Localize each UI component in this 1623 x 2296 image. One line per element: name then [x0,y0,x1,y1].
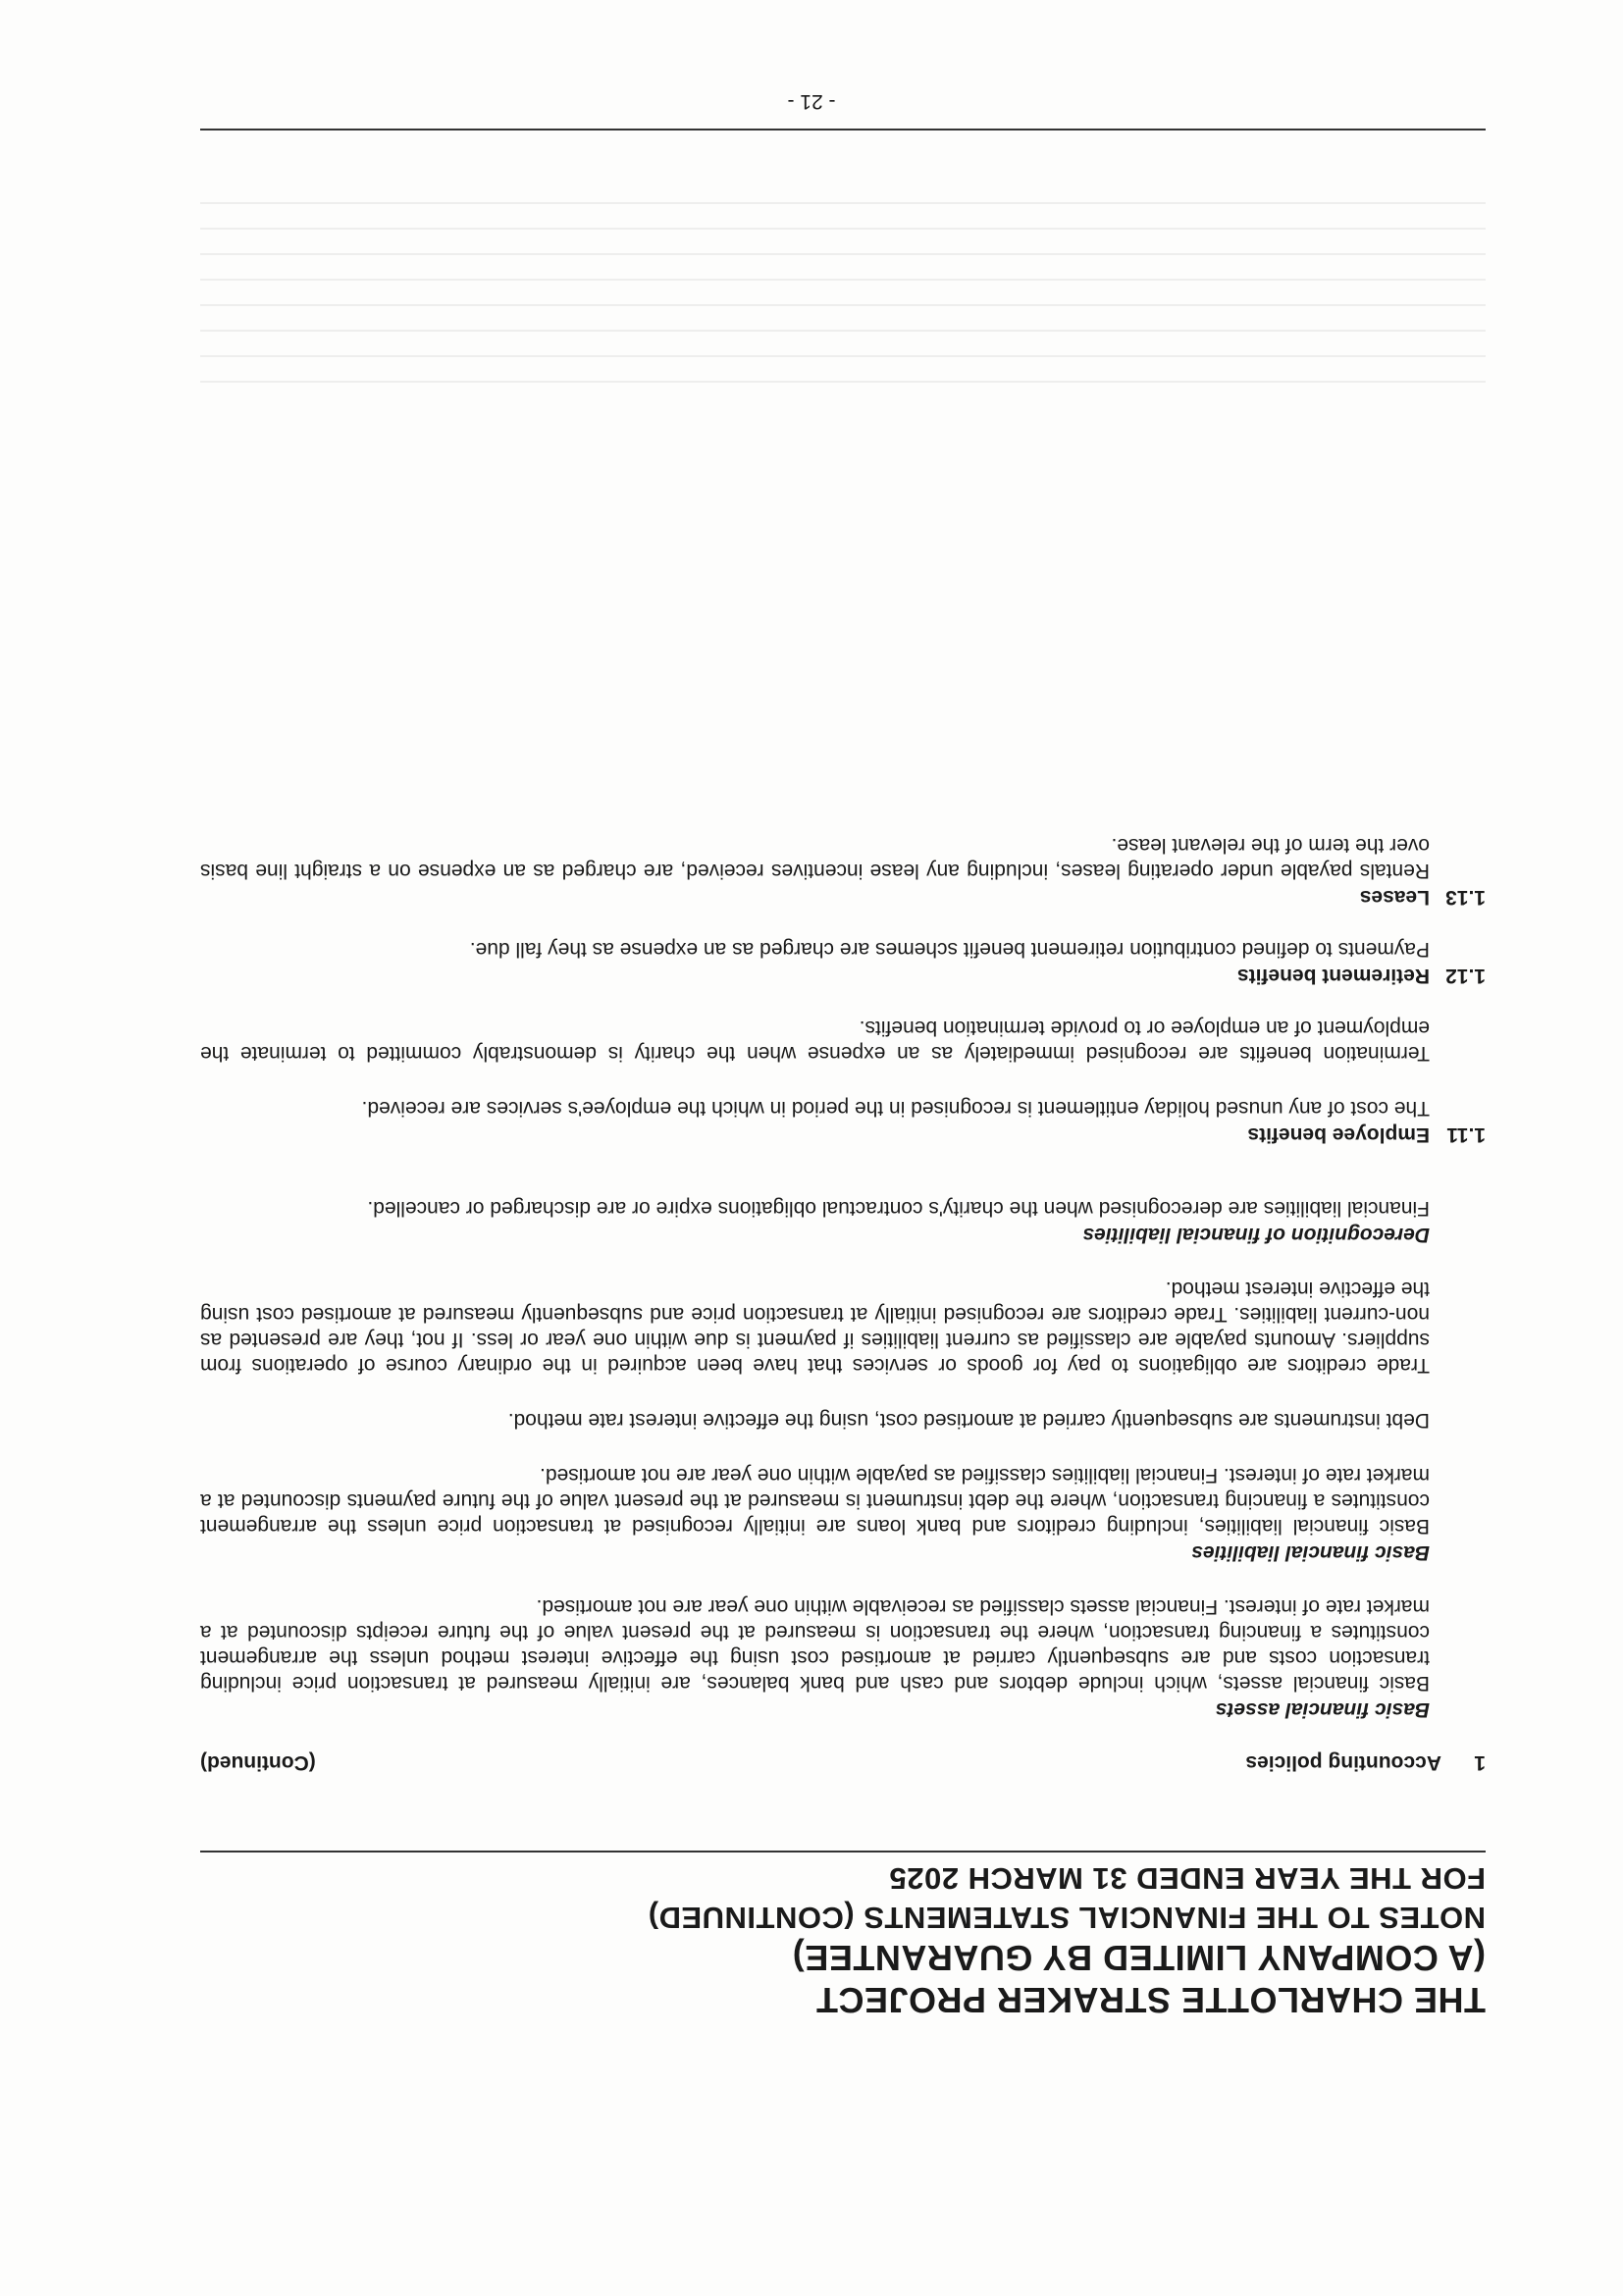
note-heading [200,885,1486,909]
section-title: Accounting policies [1245,1751,1441,1774]
note-paragraph: Payments to defined contribution retirement benefit schemes are charged as an expense as they fall due. [469,938,1430,961]
section-number: 1 [1474,1751,1486,1774]
note-paragraph: Rentals payable under operating leases, including any lease incentives received, are charged as an expense on a straight line basis over the term of the relevant lease. [200,834,1430,882]
basic-liabilities-heading: Basic financial liabilities [1191,1541,1430,1564]
basic-assets-heading: Basic financial assets [1215,1698,1430,1721]
note-number: 1.11 [1446,1123,1486,1146]
basic-assets-text: Basic financial assets, which include debtors and cash and bank balances, are initially measured at transaction price including transaction costs and are subsequently carried at amortised cost using the effective interest method unless the arrangement constitutes a financing transaction, where the transaction is measured at the present value of the future receipts discounted at a market rate of interest. Financial assets classified as receivable within one year are not amortised. [200,1595,1430,1695]
basic-liabilities-text: Basic financial liabilities, including creditors and bank loans are initially recognised at transaction price unless the arrangement constitutes a financing transaction, where the debt instrument is measured at the present value of the future payments discounted at a market rate of interest. Financial liabilities classified as payable within one year are not amortised. [200,1464,1430,1538]
trade-creditors-text: Trade creditors are obligations to pay for goods or services that have been acquired in the ordinary course of operations from suppliers. Amounts payable are classified as current liabilities if payment is due within one year or less. If not, they are presented as non-current liabilities. Trade creditors are recognised initially at transaction price and subsequently measured at amortised cost using the effective interest method. [200,1278,1430,1377]
note-paragraph: Termination benefits are recognised immediately as an expense when the charity is demonstrably committed to terminate the employment of an employee or to provide termination benefits. [200,1017,1430,1065]
note-heading [200,964,1486,987]
page-number: - 21 - [787,90,836,113]
note-number: 1.13 [1445,886,1486,909]
note-number: 1.12 [1445,965,1486,987]
notes-title: NOTES TO THE FINANCIAL STATEMENTS (CONTINUED) [648,1901,1486,1935]
section-heading [200,1750,1486,1774]
derecognition-heading: Derecognition of financial liabilities [1082,1224,1430,1246]
header-rule [200,1851,1486,1852]
note-heading [200,1122,1486,1146]
note-title: Retirement benefits [1236,965,1430,987]
year-ended: FOR THE YEAR ENDED 31 MARCH 2025 [888,1861,1486,1896]
body [200,832,1486,1835]
derecognition-text: Financial liabilities are derecognised when the charity's contractual obligations expire or are discharged or cancelled. [367,1197,1430,1220]
footer-rule [200,129,1486,130]
show-through-texture [200,186,1486,383]
note-paragraph: The cost of any unused holiday entitlement is recognised in the period in which the employee's services are received. [361,1097,1430,1120]
section-continued: (Continued) [200,1751,316,1774]
company-type: (A COMPANY LIMITED BY GUARANTEE) [792,1938,1486,1978]
content [200,1858,1486,2021]
note-title: Leases [1359,886,1430,909]
debt-instruments-text: Debt instruments are subsequently carried at amortised cost, using the effective interest rate method. [507,1409,1430,1432]
note-title: Employee benefits [1247,1123,1430,1146]
company-name: THE CHARLOTTE STRAKER PROJECT [815,1980,1486,2020]
